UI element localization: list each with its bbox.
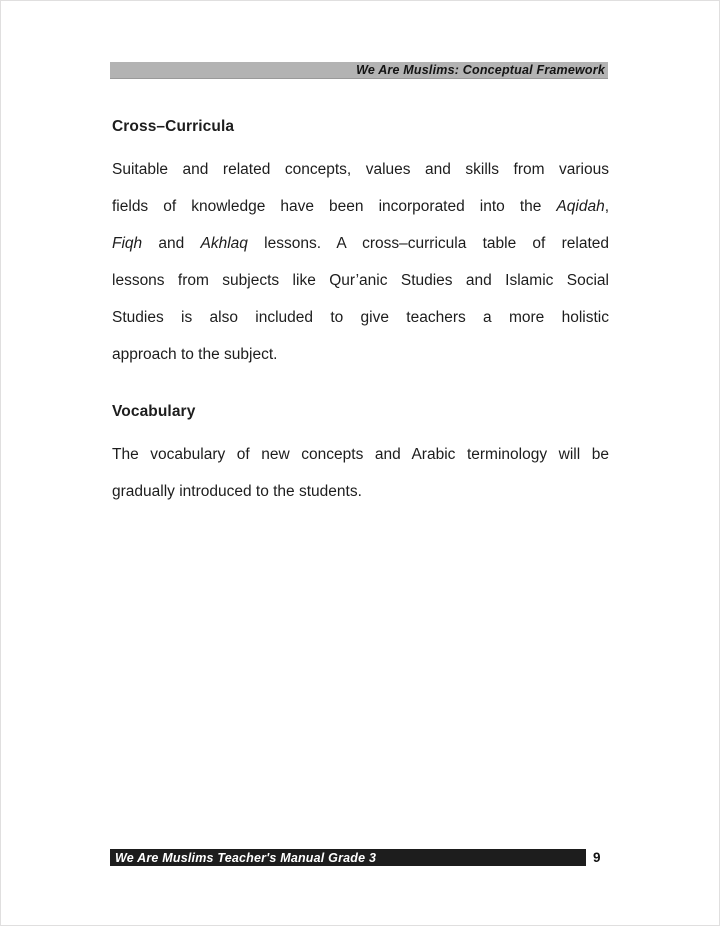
footer-title: We Are Muslims Teacher's Manual Grade 3 — [115, 850, 377, 865]
section-vocabulary — [112, 393, 609, 510]
footer-bar — [110, 849, 586, 866]
section-cross-curricula — [112, 108, 609, 373]
text-line: lessons from subjects like Qur’anic Studies and Islamic Social — [112, 272, 609, 289]
text-line: gradually introduced to the students. — [112, 483, 362, 500]
section-paragraph — [112, 151, 609, 373]
text-line: Suitable and related concepts, values and skills from various — [112, 161, 609, 178]
running-header-bar — [110, 62, 608, 79]
running-header-title: We Are Muslims: Conceptual Framework — [356, 63, 605, 77]
section-heading: Vocabulary — [112, 403, 196, 420]
text-line: Studies is also included to give teachers a more holistic — [112, 309, 609, 326]
text-line: The vocabulary of new concepts and Arabic terminology will be — [112, 446, 609, 463]
text-line: fields of knowledge have been incorporated into the Aqidah, — [112, 198, 609, 215]
text-line: approach to the subject. — [112, 346, 278, 363]
section-paragraph — [112, 436, 609, 510]
text-line: Fiqh and Akhlaq lessons. A cross–curricula table of related — [112, 235, 609, 252]
page-content — [112, 108, 609, 510]
page-number: 9 — [593, 850, 601, 865]
section-heading: Cross–Curricula — [112, 118, 235, 135]
